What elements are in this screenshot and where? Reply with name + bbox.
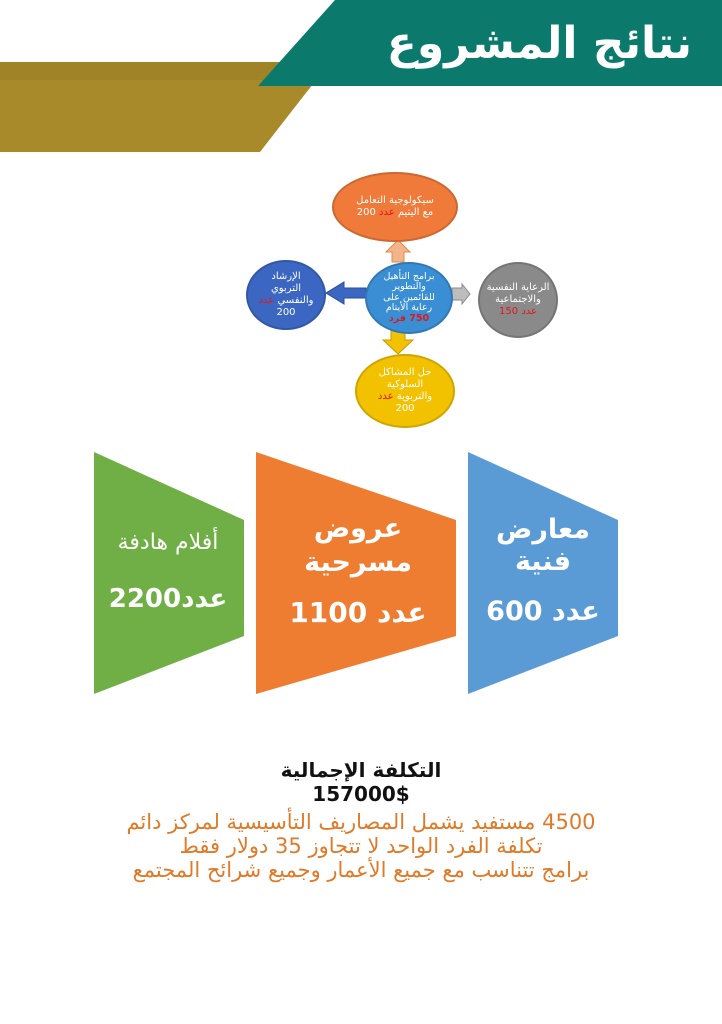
panel-theater-title (270, 512, 446, 580)
circle-right-count: 150 (499, 306, 519, 317)
circle-right-line1: الرعاية النفسية (486, 282, 550, 293)
cost-line2: تكلفة الفرد الواحد لا تتجاوز 35 دولار فقط (179, 834, 543, 858)
arrow-up (386, 240, 410, 262)
panel-theater-count: عدد 1100 (289, 596, 427, 629)
circle-left-line3-wrap (259, 295, 314, 307)
cost-line3: برامج تتناسب مع جميع الأعمار وجميع شرائح المجتمع (132, 858, 590, 882)
circle-top-line2-wrap (357, 207, 434, 219)
panel-exhibitions-title-line1: معارض (496, 514, 590, 545)
panel-exhibitions-title-line2: فنية (514, 546, 572, 577)
circle-center-count: 750 فرد (388, 312, 430, 324)
circle-left-count-label: عدد (258, 295, 275, 306)
circle-center-line2: والتطوير (392, 281, 426, 293)
panel-exhibitions-count: عدد 600 (486, 596, 600, 627)
circle-center-line4: رعاية الأيتام (385, 302, 433, 314)
circle-right-line2: والاجتماعية (495, 294, 541, 305)
circle-top (332, 172, 458, 242)
circle-bottom-line3: والتربوية (396, 391, 433, 402)
circle-right (478, 262, 558, 338)
circle-left-count: 200 (276, 307, 296, 318)
circle-bottom-count-label: عدد (377, 391, 394, 402)
panel-theater-title-line1: عروض (313, 513, 403, 544)
cost-amount: 157000$ (312, 782, 410, 806)
arrow-left (326, 282, 366, 304)
panel-films-count: عدد2200 (108, 584, 228, 614)
circle-left-line1: الإرشاد (271, 271, 301, 282)
circle-bottom-line1: حل المشاكل (378, 367, 432, 378)
circle-top-count: 200 (356, 207, 376, 218)
circle-bottom (355, 354, 455, 428)
circle-top-line2: مع اليتيم (397, 207, 434, 218)
circle-bottom-line3-wrap (378, 391, 432, 403)
circle-top-count-label: عدد (379, 207, 395, 218)
circle-left-line2: التربوي (270, 283, 302, 294)
circle-center-line3: للقائمين على (383, 291, 435, 303)
circle-left-line3: والنفسي (277, 295, 314, 306)
page-title: نتائج المشروع (386, 18, 692, 69)
circle-right-count-wrap (499, 306, 537, 318)
circle-left (246, 260, 326, 330)
circle-right-count-label: عدد (521, 306, 537, 317)
cost-line1: 4500 مستفيد يشمل المصاريف التأسيسية لمركز دائم (126, 810, 596, 834)
panel-shape-films (94, 452, 244, 694)
circle-bottom-count: 200 (395, 403, 415, 414)
arrow-right (452, 284, 470, 304)
circle-bottom-line2: السلوكية (386, 379, 424, 390)
panel-theater-title-line2: مسرحية (304, 547, 412, 578)
cost-title: التكلفة الإجمالية (280, 758, 442, 782)
circle-center (365, 262, 453, 334)
circle-top-line1: سيكولوجية التعامل (356, 195, 434, 206)
circle-center-line1: برامج التأهيل (383, 270, 435, 282)
panel-exhibitions-title (478, 514, 608, 578)
panel-films-title: أفلام هادفة (117, 530, 219, 555)
